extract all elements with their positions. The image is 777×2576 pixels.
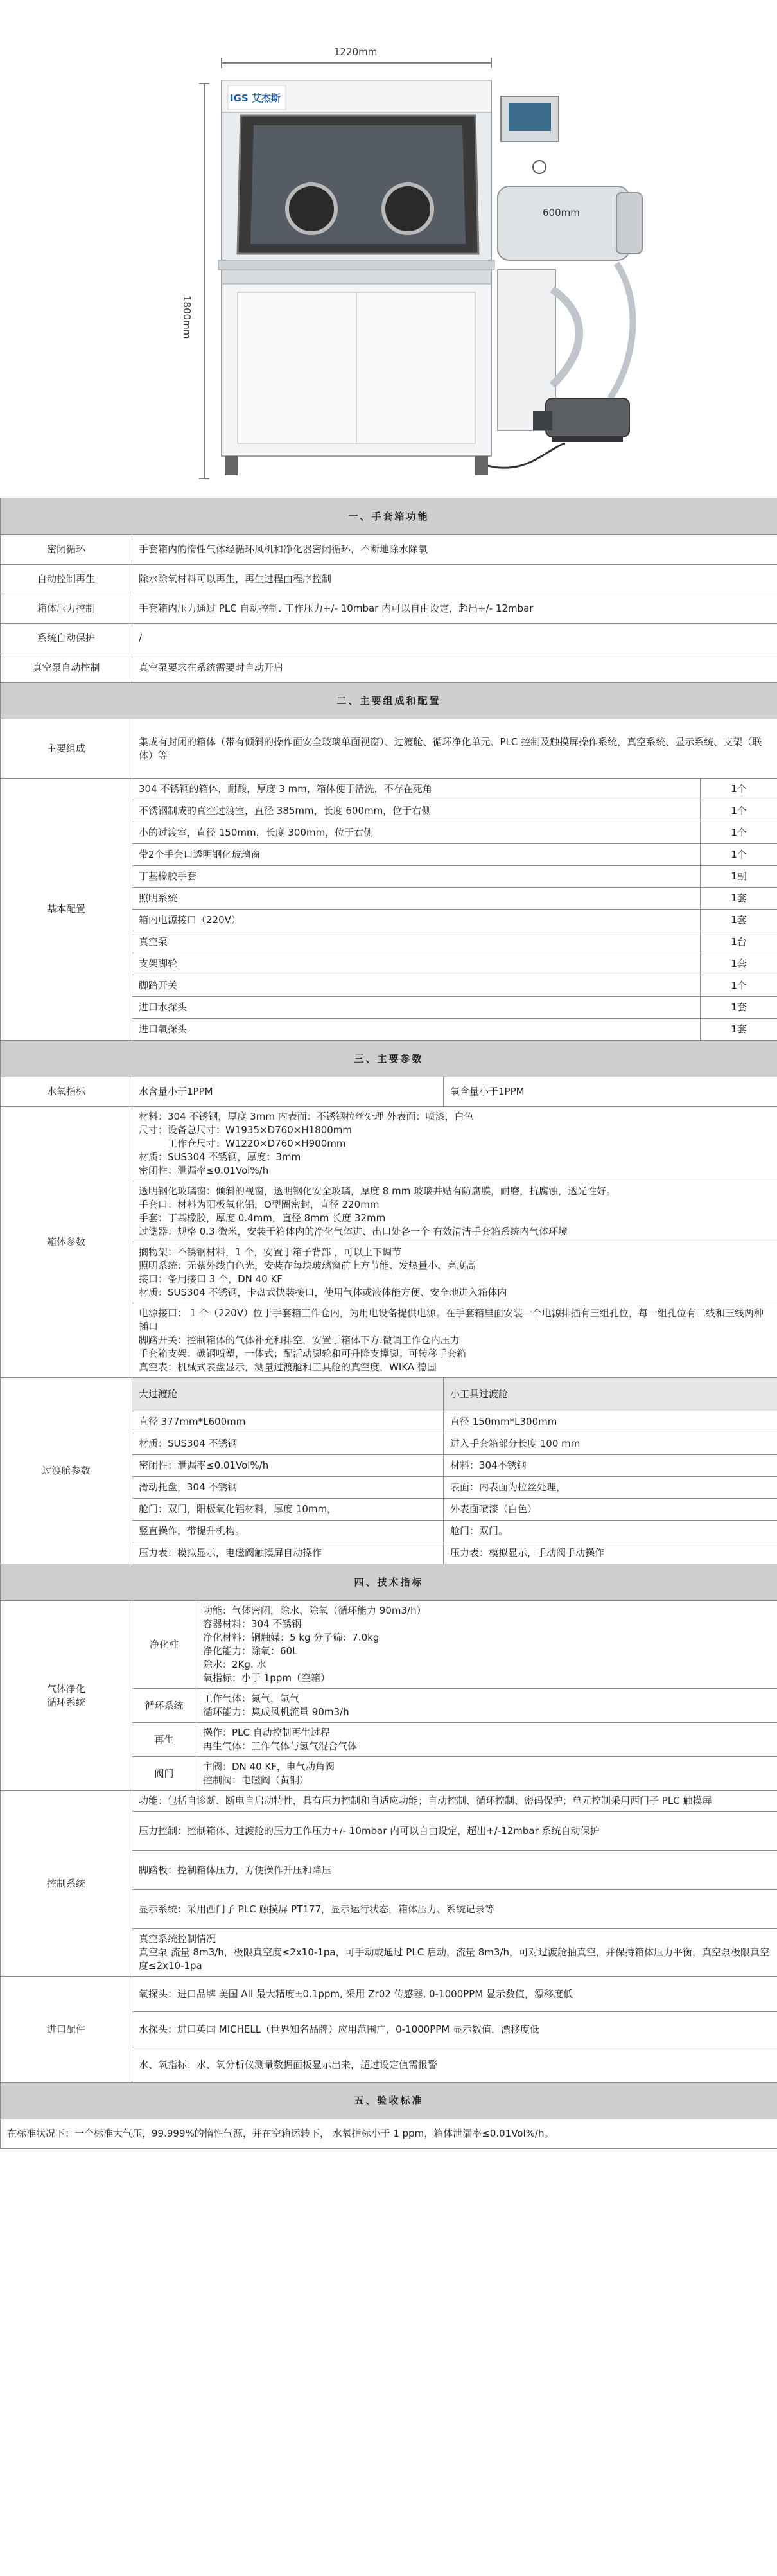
func-label: 密闭循环 bbox=[1, 535, 132, 565]
big-chamber-spec: 直径 377mm*L600mm bbox=[132, 1411, 444, 1433]
func-label: 真空泵自动控制 bbox=[1, 653, 132, 683]
box-line: 照明系统：无紫外线白色光，安装在每块玻璃窗前上方节能、发热量小、亮度高 bbox=[139, 1260, 476, 1271]
big-chamber-spec: 密闭性：泄漏率≤0.01Vol%/h bbox=[132, 1455, 444, 1477]
big-chamber-title: 大过渡舱 bbox=[132, 1378, 444, 1411]
box-params-label: 箱体参数 bbox=[1, 1107, 132, 1378]
control-spec: 压力控制：控制箱体、过渡舱的压力工作压力+/- 10mbar 内可以自由设定，超出+/-12mbar 系统自动保护 bbox=[132, 1812, 777, 1851]
config-item: 304 不锈钢的箱体，耐酸，厚度 3 mm，箱体便于清洗，不存在死角 bbox=[132, 779, 701, 800]
circ-line: 工作气体：氮气，氩气 bbox=[203, 1693, 300, 1704]
config-qty: 1套 bbox=[701, 910, 777, 931]
import-parts-label: 进口配件 bbox=[1, 1977, 132, 2083]
import-spec: 水探头：进口英国 MICHELL（世界知名品牌）应用范围广，0-1000PPM 显示数值，漂移度低 bbox=[132, 2012, 777, 2047]
config-item: 箱内电源接口（220V） bbox=[132, 910, 701, 931]
box-line: 电源接口： 1 个（220V）位于手套箱工作仓内，为用电设备提供电源。在手套箱里面安装一个电源排插有三组孔位，每一组孔位有二线和三线两种插口 bbox=[139, 1307, 764, 1332]
purifier-line: 功能：气体密闭，除水、除氧（循环能力 90m3/h） bbox=[203, 1605, 426, 1616]
box-line: 手套口：材料为阳极氧化铝，O型圈密封，直径 220mm bbox=[139, 1199, 380, 1210]
circulation-label: 循环系统 bbox=[132, 1689, 196, 1723]
purifier-line: 净化能力：除氧：60L bbox=[203, 1645, 298, 1657]
small-chamber-spec: 舱门：双门。 bbox=[444, 1521, 777, 1542]
section-functions-title: 一、手套箱功能 bbox=[1, 498, 777, 535]
box-group-4 bbox=[132, 1303, 777, 1378]
purifier-line: 除水：2Kg. 水 bbox=[203, 1659, 266, 1670]
config-qty: 1台 bbox=[701, 931, 777, 953]
config-item: 脚踏开关 bbox=[132, 975, 701, 997]
box-line: 手套箱支架：碳钢喷塑，一体式；配活动脚轮和可升降支撑脚；可转移手套箱 bbox=[139, 1348, 467, 1359]
config-qty: 1个 bbox=[701, 975, 777, 997]
func-value: 真空泵要求在系统需要时自动开启 bbox=[132, 653, 777, 683]
config-item: 真空泵 bbox=[132, 931, 701, 953]
width-dimension: 1220mm bbox=[334, 46, 378, 58]
control-spec: 脚踏板：控制箱体压力，方便操作升压和降压 bbox=[132, 1851, 777, 1890]
import-spec: 氧探头：进口品牌 美国 All 最大精度±0.1ppm, 采用 Zr02 传感器, 0-1000PPM 显示数值，漂移度低 bbox=[132, 1977, 777, 2012]
valve-line: 主阀：DN 40 KF，电气动角阀 bbox=[203, 1761, 335, 1772]
box-line: 尺寸：设备总尺寸：W1935×D760×H1800mm bbox=[139, 1124, 353, 1136]
big-chamber-spec: 竖直操作，带提升机构。 bbox=[132, 1521, 444, 1542]
control-system-label: 控制系统 bbox=[1, 1791, 132, 1977]
big-chamber-spec: 压力表：模拟显示，电磁阀触摸屏自动操作 bbox=[132, 1542, 444, 1564]
box-group-2 bbox=[132, 1181, 777, 1242]
small-chamber-spec: 压力表：模拟显示，手动阀手动操作 bbox=[444, 1542, 777, 1564]
func-value: 手套箱内压力通过 PLC 自动控制. 工作压力+/- 10mbar 内可以自由设定，超出+/- 12mbar bbox=[132, 594, 777, 624]
box-group-3 bbox=[132, 1242, 777, 1303]
main-composition-value: 集成有封闭的箱体（带有倾斜的操作面安全玻璃单面视窗）、过渡舱、循环净化单元、PLC 控制及触摸屏操作系统，真空系统、显示系统、支架（联体）等 bbox=[132, 719, 777, 779]
basic-config-label: 基本配置 bbox=[1, 779, 132, 1041]
main-composition-label: 主要组成 bbox=[1, 719, 132, 779]
section-acceptance-title: 五、验收标准 bbox=[1, 2083, 777, 2119]
spec-table bbox=[0, 498, 777, 2149]
config-qty: 1个 bbox=[701, 822, 777, 844]
import-spec: 水、氧指标：水、氧分析仪测量数据面板显示出来，超过设定值需报警 bbox=[132, 2047, 777, 2083]
valve-specs bbox=[196, 1757, 777, 1791]
circulation-specs bbox=[196, 1689, 777, 1723]
water-oxygen-label: 水氧指标 bbox=[1, 1077, 132, 1107]
box-line: 透明钢化玻璃窗：倾斜的视窗，透明钢化安全玻璃，厚度 8 mm 玻璃并贴有防腐膜，耐磨，抗腐蚀，透光性好。 bbox=[139, 1185, 616, 1197]
box-group-1 bbox=[132, 1107, 777, 1181]
config-qty: 1个 bbox=[701, 779, 777, 800]
purifier-line: 容器材料：304 不锈钢 bbox=[203, 1618, 302, 1630]
box-line: 手套：丁基橡胶，厚度 0.4mm，直径 8mm 长度 32mm bbox=[139, 1212, 386, 1224]
regen-line: 操作：PLC 自动控制再生过程 bbox=[203, 1727, 330, 1738]
config-qty: 1副 bbox=[701, 866, 777, 888]
func-value: 除水除氧材料可以再生，再生过程由程序控制 bbox=[132, 565, 777, 594]
big-chamber-spec: 滑动托盘，304 不锈钢 bbox=[132, 1477, 444, 1499]
product-illustration bbox=[0, 0, 777, 498]
config-qty: 1个 bbox=[701, 844, 777, 866]
config-item: 进口水探头 bbox=[132, 997, 701, 1019]
box-line: 材质：SUS304 不锈钢，卡盘式快装接口，使用气体或液体能方便、安全地进入箱体内 bbox=[139, 1287, 507, 1298]
control-spec: 显示系统：采用西门子 PLC 触摸屏 PT177，显示运行状态，箱体压力、系统记录等 bbox=[132, 1890, 777, 1929]
regen-label: 再生 bbox=[132, 1723, 196, 1757]
small-chamber-spec: 直径 150mm*L300mm bbox=[444, 1411, 777, 1433]
box-line: 接口：备用接口 3 个，DN 40 KF bbox=[139, 1273, 283, 1285]
config-item: 小的过渡室，直径 150mm，长度 300mm，位于右侧 bbox=[132, 822, 701, 844]
chamber-dimension: 600mm bbox=[543, 207, 580, 218]
control-spec: 功能：包括自诊断、断电自启动特性，具有压力控制和自适应功能；自动控制、循环控制、密码保护；单元控制采用西门子 PLC 触摸屏 bbox=[132, 1791, 777, 1812]
box-line: 真空表：机械式表盘显示，测量过渡舱和工具舱的真空度，WIKA 德国 bbox=[139, 1361, 437, 1373]
config-qty: 1套 bbox=[701, 953, 777, 975]
section-tech-title: 四、技术指标 bbox=[1, 1564, 777, 1601]
water-content: 水含量小于1PPM bbox=[132, 1077, 444, 1107]
func-value: 手套箱内的惰性气体经循环风机和净化器密闭循环，不断地除水除氧 bbox=[132, 535, 777, 565]
purifier-line: 净化材料：铜触媒：5 kg 分子筛：7.0kg bbox=[203, 1632, 380, 1643]
height-dimension: 1800mm bbox=[181, 296, 193, 339]
section-composition-title: 二、主要组成和配置 bbox=[1, 683, 777, 719]
box-line: 搁物架：不锈钢材料，1 个，安置于箱子背部 ，可以上下调节 bbox=[139, 1246, 402, 1258]
oxygen-content: 氧含量小于1PPM bbox=[444, 1077, 777, 1107]
box-line: 过滤器：规格 0.3 微米，安装于箱体内的净化气体进、出口处各一个 有效清洁手套箱系统内气体环境 bbox=[139, 1226, 568, 1237]
acceptance-standard: 在标准状况下：一个标准大气压，99.999%的惰性气源，并在空箱运转下， 水氧指标小于 1 ppm，箱体泄漏率≤0.01Vol%/h。 bbox=[1, 2119, 777, 2149]
func-label: 系统自动保护 bbox=[1, 624, 132, 653]
transfer-params-label: 过渡舱参数 bbox=[1, 1378, 132, 1564]
func-label: 自动控制再生 bbox=[1, 565, 132, 594]
box-line: 材质：SUS304 不锈钢，厚度：3mm bbox=[139, 1151, 301, 1163]
regen-specs bbox=[196, 1723, 777, 1757]
circ-line: 循环能力：集成风机流量 90m3/h bbox=[203, 1706, 349, 1718]
valve-label: 阀门 bbox=[132, 1757, 196, 1791]
config-item: 进口氧探头 bbox=[132, 1019, 701, 1041]
config-item: 丁基橡胶手套 bbox=[132, 866, 701, 888]
small-chamber-spec: 进入手套箱部分长度 100 mm bbox=[444, 1433, 777, 1455]
func-value: / bbox=[132, 624, 777, 653]
func-label: 箱体压力控制 bbox=[1, 594, 132, 624]
small-chamber-spec: 表面：内表面为拉丝处理， bbox=[444, 1477, 777, 1499]
box-line: 密闭性：泄漏率≤0.01Vol%/h bbox=[139, 1165, 269, 1176]
gas-purification-label: 气体净化 循环系统 bbox=[1, 1601, 132, 1791]
big-chamber-spec: 舱门：双门，阳极氧化铝材料，厚度 10mm， bbox=[132, 1499, 444, 1521]
small-chamber-title: 小工具过渡舱 bbox=[444, 1378, 777, 1411]
small-chamber-spec: 材料：304不锈钢 bbox=[444, 1455, 777, 1477]
control-spec: 真空系统控制情况 真空泵 流量 8m3/h，极限真空度≤2x10-1pa，可手动或通过 PLC 启动，流量 8m3/h，可对过渡舱抽真空，并保持箱体压力平衡，真空泵极限真空度≤2x10-1pa bbox=[132, 1929, 777, 1977]
config-qty: 1套 bbox=[701, 997, 777, 1019]
box-line: 材料：304 不锈钢，厚度 3mm 内表面：不锈钢拉丝处理 外表面：喷漆，白色 bbox=[139, 1111, 474, 1122]
config-item: 照明系统 bbox=[132, 888, 701, 910]
valve-line: 控制阀：电磁阀（黄铜） bbox=[203, 1774, 310, 1786]
config-qty: 1套 bbox=[701, 888, 777, 910]
config-item: 带2个手套口透明钢化玻璃窗 bbox=[132, 844, 701, 866]
box-line: 工作仓尺寸：W1220×D760×H900mm bbox=[139, 1138, 346, 1149]
config-item: 支架脚轮 bbox=[132, 953, 701, 975]
config-qty: 1套 bbox=[701, 1019, 777, 1041]
purifier-specs bbox=[196, 1601, 777, 1689]
config-qty: 1个 bbox=[701, 800, 777, 822]
small-chamber-spec: 外表面喷漆（白色） bbox=[444, 1499, 777, 1521]
glovebox-drawing bbox=[0, 0, 777, 498]
config-item: 不锈钢制成的真空过渡室，直径 385mm，长度 600mm，位于右侧 bbox=[132, 800, 701, 822]
regen-line: 再生气体：工作气体与氢气混合气体 bbox=[203, 1740, 358, 1752]
box-line: 脚踏开关：控制箱体的气体补充和排空，安置于箱体下方.微调工作仓内压力 bbox=[139, 1334, 460, 1346]
purifier-line: 氧指标：小于 1ppm（空箱） bbox=[203, 1672, 330, 1684]
brand-logo: IGS 艾杰斯 bbox=[230, 93, 281, 104]
big-chamber-spec: 材质：SUS304 不锈钢 bbox=[132, 1433, 444, 1455]
section-params-title: 三、主要参数 bbox=[1, 1041, 777, 1077]
purifier-label: 净化柱 bbox=[132, 1601, 196, 1689]
